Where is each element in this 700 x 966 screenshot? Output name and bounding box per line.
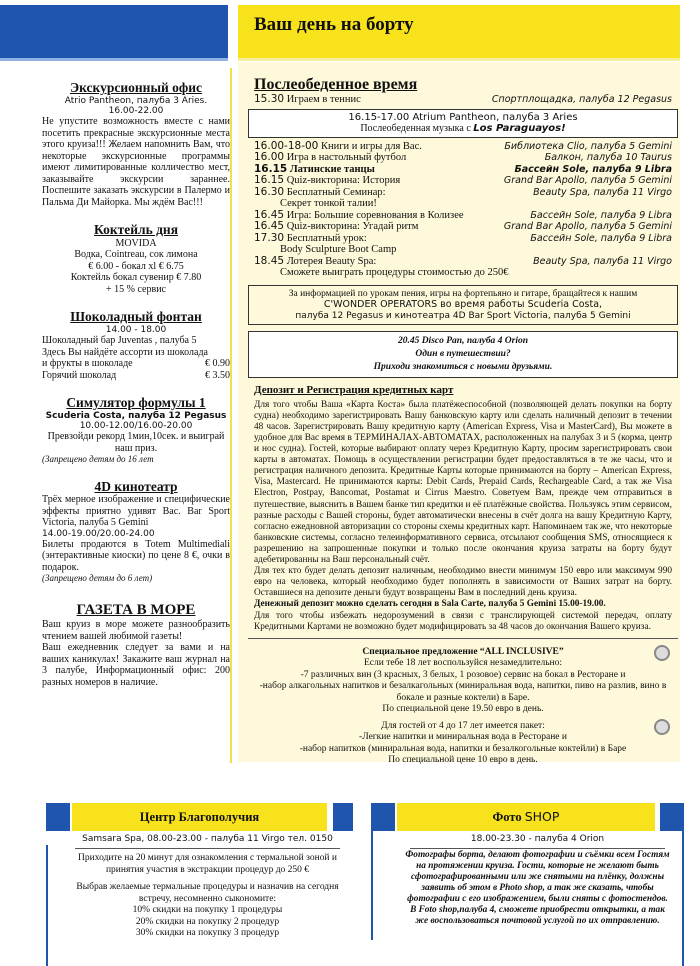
location: Grand Bar Apollo, палуба 5 Gemini bbox=[503, 175, 672, 187]
location: Beauty Spa, палуба 11 Virgo bbox=[533, 255, 672, 267]
schedule-list bbox=[254, 141, 672, 279]
offer-title: Специальное предложение “ALL INCLUSIVE” bbox=[362, 646, 564, 657]
photo-p2: В Foto shop,палуба 4, сможете приобрести открытки, а так же воспользоваться почтовой услугой по их отправлению. bbox=[410, 905, 665, 926]
excursion-place: Atrio Pantheon, палуба 3 Aries. bbox=[64, 95, 208, 106]
wellness-title: Центр Благополучия bbox=[72, 803, 327, 831]
cinema-tickets: Билеты продаются в Totem Multimediali (энтерактивные киоски) по цене 8 €, очки в подарок. bbox=[42, 538, 230, 573]
event: Бесплатный урок: bbox=[286, 232, 367, 244]
chocolate-fruit bbox=[42, 358, 230, 370]
time: 17.30 bbox=[254, 231, 285, 244]
photo-title-ru: Фото bbox=[492, 810, 525, 824]
cocktail-price: € 6.00 - бокал xl € 6.75 bbox=[88, 260, 184, 272]
box-border bbox=[371, 830, 373, 940]
schedule-item bbox=[254, 210, 672, 222]
offer-line: -7 различных вин (3 красных, 3 белых, 1 розовое) сервис на бокал в Ресторане и bbox=[300, 669, 626, 680]
chocolate-title: Шоколадный фонтан bbox=[70, 309, 202, 325]
costa-logo-icon bbox=[654, 719, 670, 735]
event: Бесплатный Семинар: bbox=[286, 186, 386, 198]
music-line1: 16.15-17.00 Atrium Pantheon, палуба 3 Aries bbox=[348, 111, 578, 123]
excursion-text: Не упустите возможность вместе с нами посетить прекрасные экскурсионные места этого круиза!!! Желаем напомнить Вам, что некоторые экскурсионные программы имеют лимитированные колличество мест, заказывайте экскурсии зараннее. Поспешите заказать экскурсии в Палермо и Пальма Ди Майорка. Мы ждём Вас!!! bbox=[42, 116, 230, 208]
wellness-p2: Выбрав желаемые термальные процедуры и назначив на сегодня встречу, несомненно сыкономите: bbox=[76, 882, 339, 904]
cocktail-souvenir: Коктейль бокал сувенир € 7.80 bbox=[70, 272, 202, 284]
offer-price: По специальной цене 19.50 евро в день. bbox=[382, 704, 544, 715]
blue-square bbox=[333, 803, 353, 831]
wellness-body bbox=[75, 853, 340, 940]
event: Quiz-викторина: Угадай ритм bbox=[286, 221, 419, 233]
time: 16.00 bbox=[254, 151, 285, 164]
blue-square bbox=[371, 803, 395, 831]
chocolate-text: Здесь Вы найдёте ассорти из шоколада bbox=[42, 346, 208, 358]
excursion-time: 16.00-22.00 bbox=[108, 105, 164, 116]
offer-line: -набор алкагольных напитков и безалкагольных (миниральная вода, напитки, пиво на разлив, вино в бокале и разные коктели) в Баре. bbox=[259, 681, 667, 703]
left-column bbox=[42, 80, 230, 688]
location: Балкон, палуба 10 Taurus bbox=[544, 152, 672, 164]
discount-1: 10% скидки на покупку 1 процедуры bbox=[132, 905, 283, 915]
info-line1: За информацией по урокам пения, игры на фортепьяно и гитаре, бращайтеся к нашим bbox=[288, 288, 638, 299]
cinema-text: Трёх мерное изображение и специфические эффекты приятно удивят Вас. Bar Sport Victoria, палуба 5 Gemini bbox=[42, 494, 230, 529]
cocktail-service: + 15 % сервис bbox=[106, 283, 166, 295]
costa-logo-icon bbox=[654, 645, 670, 661]
event-detail: Секрет тонкой талии! bbox=[280, 198, 377, 210]
schedule-item bbox=[254, 187, 672, 210]
info-line3: палуба 12 Pegasus и кинотеатра 4D Bar Sport Victoria, палуба 5 Gemini bbox=[295, 310, 631, 321]
disco-line3: Приходи знакомиться с новыми друзьями. bbox=[373, 362, 553, 373]
info-box bbox=[248, 285, 678, 325]
box-border bbox=[682, 830, 684, 966]
cocktail-name: MOVIDA bbox=[115, 237, 157, 249]
event: Книги и игры для Вас. bbox=[320, 140, 422, 152]
hot-label: Горячий шоколад bbox=[42, 369, 117, 381]
formula-time: 10.00-12.00/16.00-20.00 bbox=[79, 420, 193, 431]
blue-square bbox=[46, 803, 70, 831]
schedule-item bbox=[254, 141, 672, 153]
offer-line: Для гостей от 4 до 17 лет имеется пакет: bbox=[381, 720, 545, 731]
cinema-note: (Запрещено детям до 6 лет) bbox=[42, 573, 153, 584]
formula-text: Превзойди рекорд 1мин,10сек. и выиграй наш приз. bbox=[47, 431, 225, 454]
deposit-title: Депозит и Регистрация кредитных карт bbox=[254, 384, 454, 397]
time: 16.00-18-00 bbox=[254, 139, 319, 152]
hot-price: € 3.50 bbox=[205, 369, 230, 381]
formula-title: Симулятор формулы 1 bbox=[66, 395, 206, 411]
schedule-item-tennis bbox=[254, 94, 672, 106]
formula-place: Scuderia Costa, палуба 12 Pegasus bbox=[45, 410, 227, 421]
event-detail: Сможете выиграть процедуры стоимостью до 250€ bbox=[280, 267, 509, 279]
time: 16.45 bbox=[254, 208, 285, 221]
disco-line1: 20.45 Disco Pan, палуба 4 Orion bbox=[397, 336, 529, 347]
newspaper-title: ГАЗЕТА В МОРЕ bbox=[76, 601, 196, 618]
event-detail: Body Sculpture Boot Camp bbox=[280, 244, 397, 256]
discount-2: 20% скидки на покупку 2 процедур bbox=[135, 916, 280, 927]
schedule-item bbox=[254, 152, 672, 164]
photo-body bbox=[405, 850, 670, 927]
disco-line2: Один в путешествии? bbox=[415, 349, 511, 360]
wellness-p1: Приходите на 20 минут для ознакомления с термальной зоной и принятия участия в экстракции процедур до 250 € bbox=[78, 853, 337, 875]
chocolate-time: 14.00 - 18.00 bbox=[105, 324, 167, 335]
cinema-title: 4D кинотеатр bbox=[94, 478, 178, 494]
event: Играем в теннис bbox=[286, 94, 361, 106]
all-inclusive-offer bbox=[248, 638, 678, 767]
location: Библиотека Clio, палуба 5 Gemini bbox=[504, 140, 672, 152]
photo-subtitle: 18.00-23.30 - палуба 4 Orion bbox=[410, 834, 665, 849]
location: Бассейн Sole, палуба 9 Libra bbox=[514, 163, 672, 175]
afternoon-title: Послеобеденное время bbox=[254, 76, 418, 93]
music-line2: Послеобеденная музыка с bbox=[360, 123, 474, 135]
schedule-item bbox=[254, 221, 672, 233]
photo-title bbox=[397, 803, 655, 831]
fruit-price: € 0.90 bbox=[205, 358, 230, 370]
event: Quiz-викторина: История bbox=[286, 175, 401, 187]
right-column bbox=[238, 62, 680, 766]
column-divider bbox=[230, 68, 232, 763]
location: Grand Bar Apollo, палуба 5 Gemini bbox=[503, 221, 672, 233]
time: 16.45 bbox=[254, 220, 285, 233]
wellness-subtitle: Samsara Spa, 08.00-23.00 - палуба 11 Virgo тел. 0150 bbox=[75, 834, 340, 849]
time: 16.15 bbox=[254, 162, 288, 175]
event: Латинские танцы bbox=[289, 163, 375, 175]
cocktail-ingredients: Водка, Cointreau, сок лимона bbox=[74, 249, 198, 261]
header-blue-band bbox=[0, 5, 228, 61]
location: Beauty Spa, палуба 11 Virgo bbox=[533, 186, 672, 198]
photo-p1: Фотографы борта, делают фотографии и съёмки всем Гостям на протяжении круиза. Гости, которые не желают быть сфотографированными или же снятыми на плёнку, должны заявить об этом в Photo shop, а так же сказать, чтобы фотографии с его изображением, были сняты с фотостендов. bbox=[405, 850, 670, 904]
music-box bbox=[248, 109, 678, 138]
offer-line: Если тебе 18 лет воспользуйся незамедлительно: bbox=[363, 658, 563, 669]
time: 16.30 bbox=[254, 185, 285, 198]
time: 16.15 bbox=[254, 174, 285, 187]
newspaper-text-2: Ваш ежедневник следует за вами и на ваших каникулах! Закажите ваш журнал на 3 палубе, Информационный офис: 200 разных номеров в наличие. bbox=[42, 642, 230, 688]
excursion-title: Экскурсионный офис bbox=[69, 80, 203, 95]
deposit-where: Денежный депозит можно сделать сегодня в Sala Carte, палуба 5 Gemini 15.00-19.00. bbox=[254, 599, 606, 610]
schedule-item bbox=[254, 175, 672, 187]
formula-note: (Запрещено детям до 16 лет bbox=[42, 454, 154, 465]
cinema-time: 14.00-19.00/20.00-24.00 bbox=[42, 528, 155, 539]
header-yellow-band bbox=[238, 5, 680, 61]
chocolate-hot bbox=[42, 370, 230, 382]
location: Спортплощадка, палуба 12 Pegasus bbox=[491, 94, 672, 106]
disco-box bbox=[248, 331, 678, 378]
schedule-item bbox=[254, 233, 672, 256]
time: 18.45 bbox=[254, 254, 285, 267]
fruit-label: и фрукты в шоколаде bbox=[42, 358, 133, 370]
page-title: Ваш день на борту bbox=[254, 14, 414, 35]
music-band: Los Paraguayos! bbox=[473, 123, 566, 135]
event: Игра: Большие соревнования в Колизее bbox=[286, 209, 464, 221]
photo-title-en: SHOP bbox=[524, 809, 560, 824]
deposit-cash-text: Для тех кто будет делать депозит наличным, необходимо внести минимум 150 евро или максимум 990 евро на человека, который необходимо будет пополнять в зависимости от Ваших затрат на борту. Оставшиеся на депозите деньги будут возвращены Вам в последний день круиза. bbox=[254, 566, 672, 599]
offer-price: По специальной цене 10 евро в день. bbox=[388, 755, 538, 766]
discount-3: 30% скидки на покупку 3 процедур bbox=[135, 928, 280, 938]
deposit-text: Для того чтобы Ваша «Карта Коста» была платёжеспособной (позволяющей делать покупки на борту судна) необходимо зарегистрировать Вашу банковскую карту или сделать наличный депозит в течении 48 часов. Зарегистрировать Вашу кредитную карту (American Express, Visa и MasterCard), Вы можете в удобное для Вас время в ТЕРМИНАЛАХ-АВТОМАТАХ, расположенных на палубах 3 и 5 (корма, центр и нос судна). Гостей, которые выбирают оплату через Кредитную Карту, просим зарегистрировать свои карты в автоматах. Помощь в осуществлении регистрации будет предоставляться в те же часы, что и регистрация наличного депозита. Кредитные Карты которые принимаются на борту – American Express, Visa, Mastercard. Не принимаются карты: Debit Cards, Prepaid Cards, Rechargeable Card, а так же Visa Electron, Postpay, Bancomat, Postamat и Cirrus Maestro. Советуем Вам, прежде чем отправиться в путешествие, выяснить в Вашем банке тип кредитки и её платёжные свойства. Пользуясь этим сервисом, разные расходы с Вашей стороны, будет автоматически внесены в счёт долга на вашу Кредитную Карту, согласно ежедновной авторизации со стороны схемы кредитных карт. Напоминаем так же, что некоторые банковские системы, согласно телеинформативного сервиса, отсылают сообщения SMS, относящиеся к разрешению на запрошенные покупки и только после окончания круиза затраты на борту будут адебетированны на Ваш персональный счёт. bbox=[254, 399, 672, 566]
offer-line: -набор напитков (миниральная вода, напитки и безалкогольные коктейли) в Баре bbox=[299, 743, 627, 754]
chocolate-place: Шоколадный бар Juventas , палуба 5 bbox=[42, 335, 197, 347]
cocktail-title: Коктейль дня bbox=[93, 222, 179, 238]
location: Бассейн Sole, палуба 9 Libra bbox=[530, 209, 672, 221]
newspaper-text: Ваш круиз в море можете разнообразить чтением вашей любимой газеты! bbox=[42, 619, 230, 642]
offer-line: -Легкие напитки и миниральная вода в Ресторане и bbox=[359, 732, 567, 743]
deposit-note: Для того чтобы избежать недорозумений в связи с транслирующей системой передач, оплату Кредитными Картами не возможно будет модифицировать за 48 часов до окончания Вашего круиза. bbox=[254, 610, 672, 632]
time: 15.30 bbox=[254, 93, 285, 106]
info-line2: C'WONDER OPERATORS во время работы Scuderia Costa, bbox=[323, 298, 603, 310]
event: Игра в настольный футбол bbox=[286, 152, 407, 164]
schedule-item bbox=[254, 256, 672, 279]
event: Лотерея Beauty Spa: bbox=[286, 255, 377, 267]
location: Бассейн Sole, палуба 9 Libra bbox=[530, 232, 672, 244]
schedule-item bbox=[254, 164, 672, 176]
blue-square bbox=[660, 803, 684, 831]
box-border bbox=[46, 845, 48, 966]
